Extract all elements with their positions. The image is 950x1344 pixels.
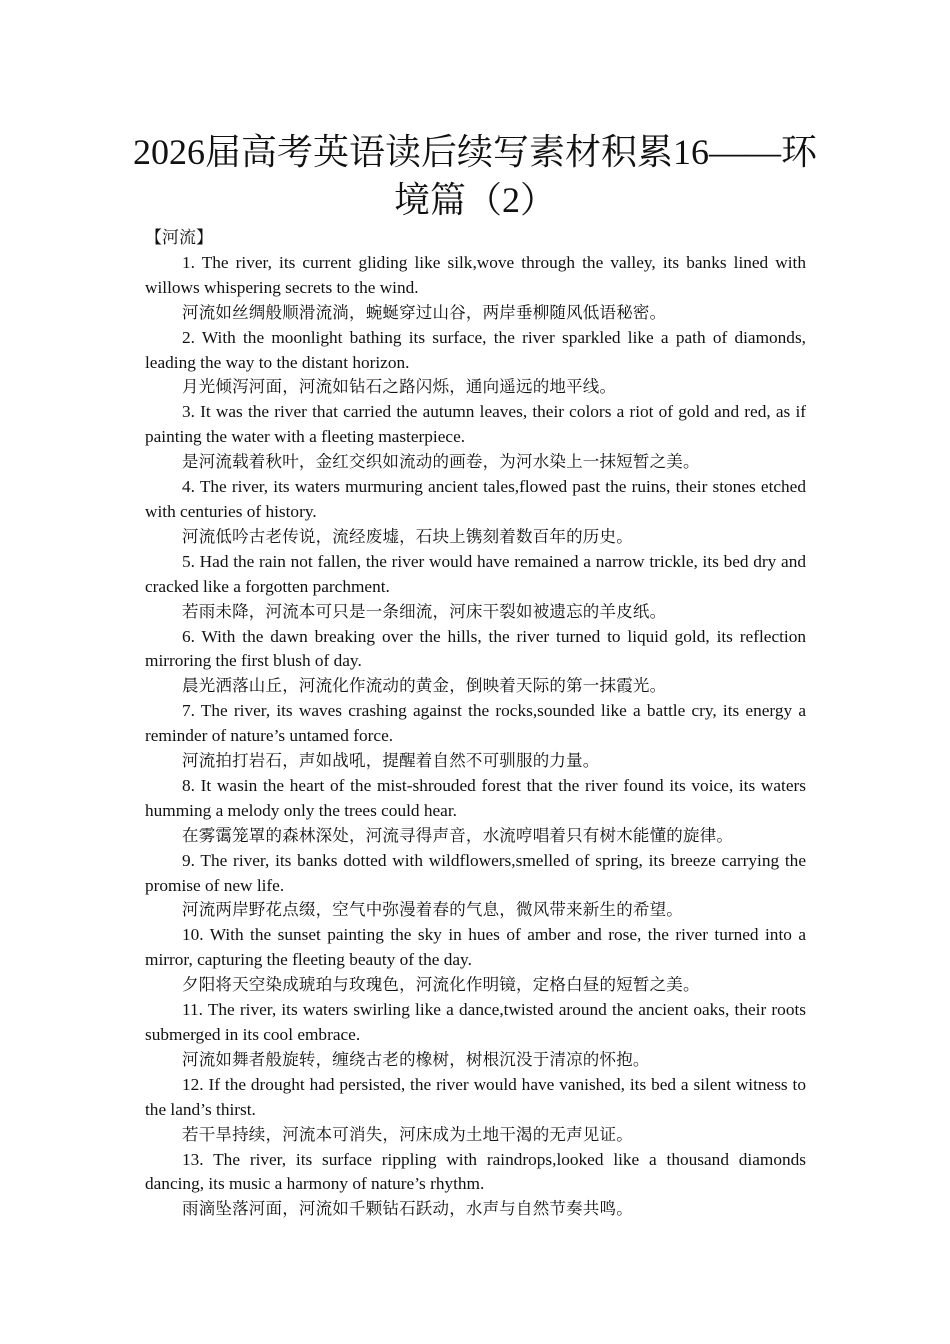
sentence-en-1: 1. The river, its current gliding like silk,wove through the valley, its banks lined with willows whispering secrets to the wind. — [145, 252, 806, 297]
sentence-zh-8: 在雾霭笼罩的森林深处，河流寻得声音，水流哼唱着只有树木能懂的旋律。 — [182, 825, 734, 845]
sentence-en-7: 7. The river, its waves crashing against the rocks,sounded like a battle cry, its energy a reminder of nature’s untamed force. — [145, 701, 806, 746]
sentence-zh-2: 月光倾泻河面，河流如钻石之路闪烁，通向遥远的地平线。 — [182, 377, 617, 397]
sentence-en-4: 4. The river, its waters murmuring ancient tales,flowed past the ruins, their stones etched with centuries of history. — [145, 477, 806, 521]
sentence-en-12: 12. If the drought had persisted, the river would have vanished, its bed a silent witness to the land’s thirst. — [145, 1074, 806, 1119]
sentence-en-11: 11. The river, its waters swirling like a dance,twisted around the ancient oaks, their roots submerged in its cool embrace. — [145, 1000, 806, 1044]
sentence-en-2: 2. With the moonlight bathing its surface, the river sparkled like a path of diamonds, leading the way to the distant horizon. — [145, 327, 806, 372]
sentence-zh-6: 晨光洒落山丘，河流化作流动的黄金，倒映着天际的第一抹霞光。 — [182, 676, 667, 696]
sentence-zh-1: 河流如丝绸般顺滑流淌，蜿蜒穿过山谷，两岸垂柳随风低语秘密。 — [182, 302, 667, 322]
document-title: 2026届高考英语读后续写素材积累16——环境篇（2） — [132, 132, 817, 220]
sentence-zh-7: 河流拍打岩石，声如战吼，提醒着自然不可驯服的力量。 — [182, 751, 600, 771]
sentence-en-6: 6. With the dawn breaking over the hills, the river turned to liquid gold, its reflection mirroring the first blush of day. — [145, 626, 806, 671]
sentence-zh-4: 河流低吟古老传说，流经废墟，石块上镌刻着数百年的历史。 — [182, 526, 633, 546]
sentence-en-3: 3. It was the river that carried the autumn leaves, their colors a riot of gold and red, as if painting the water with a fleeting masterpiece. — [145, 402, 806, 447]
sentence-zh-12: 若干旱持续，河流本可消失，河床成为土地干渴的无声见证。 — [182, 1124, 633, 1144]
sentence-zh-11: 河流如舞者般旋转，缠绕古老的橡树，树根沉没于清凉的怀抱。 — [182, 1049, 650, 1069]
sentence-zh-10: 夕阳将天空染成琥珀与玫瑰色，河流化作明镜，定格白昼的短暂之美。 — [182, 975, 700, 995]
sentence-en-10: 10. With the sunset painting the sky in hues of amber and rose, the river turned into a mirror, capturing the fleeting beauty of the day. — [145, 925, 806, 970]
sentence-zh-9: 河流两岸野花点缀，空气中弥漫着春的气息，微风带来新生的希望。 — [182, 900, 683, 920]
sentence-en-5: 5. Had the rain not fallen, the river would have remained a narrow trickle, its bed dry and cracked like a forgotten parchment. — [145, 551, 806, 596]
sentence-en-9: 9. The river, its banks dotted with wildflowers,smelled of spring, its breeze carrying the promise of new life. — [145, 850, 806, 895]
sentence-zh-5: 若雨未降，河流本可只是一条细流，河床干裂如被遗忘的羊皮纸。 — [182, 601, 667, 621]
sentence-zh-13: 雨滴坠落河面，河流如千颗钻石跃动，水声与自然节奏共鸣。 — [182, 1199, 633, 1219]
sentence-en-13: 13. The river, its surface rippling with raindrops,looked like a thousand diamonds dancing, its music a harmony of nature’s rhythm. — [145, 1149, 806, 1194]
section-heading: 【河流】 — [145, 228, 213, 247]
sentence-zh-3: 是河流载着秋叶，金红交织如流动的画卷，为河水染上一抹短暂之美。 — [182, 452, 700, 472]
sentence-en-8: 8. It wasin the heart of the mist-shrouded forest that the river found its voice, its waters humming a melody only the trees could hear. — [145, 775, 806, 820]
document-body — [145, 226, 806, 1222]
